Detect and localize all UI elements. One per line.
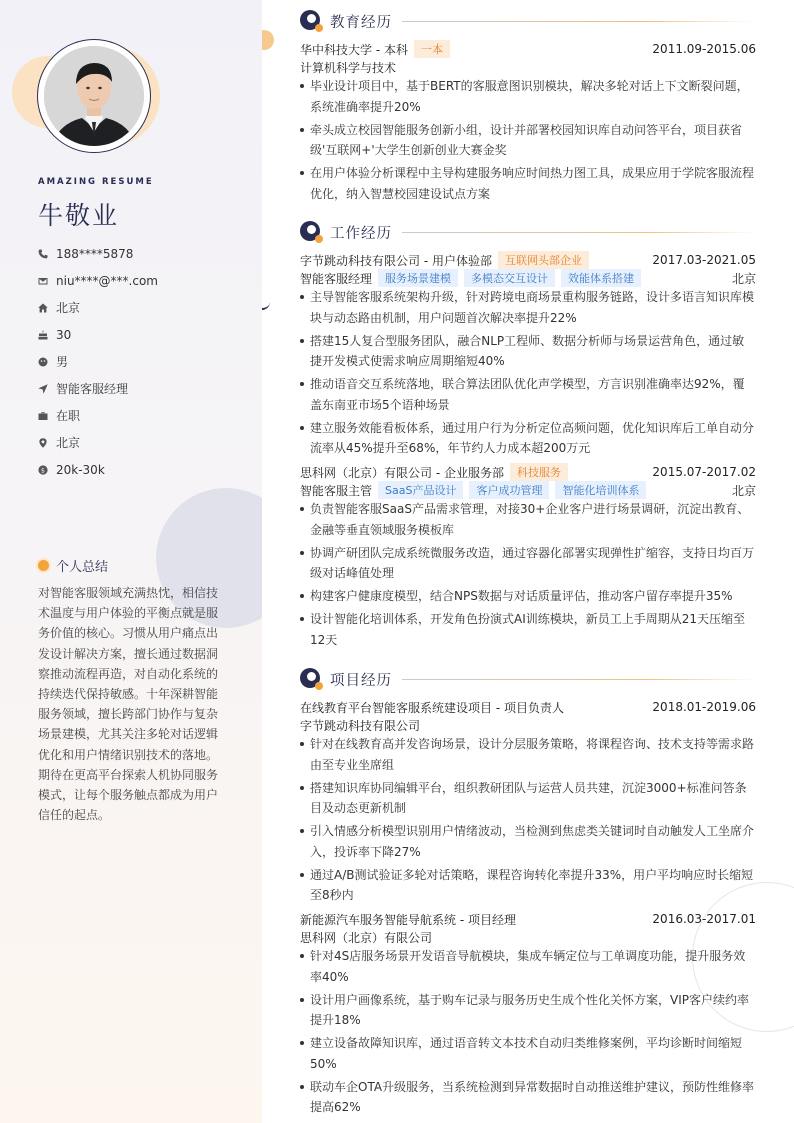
education-title: 教育经历 (330, 14, 392, 31)
skill-tag: 多模态交互设计 (464, 269, 555, 287)
summary-dot-icon (38, 560, 49, 571)
project-bullets (300, 946, 756, 1120)
school-name: 华中科技大学 - 本科 (300, 42, 408, 57)
list-item: 搭建知识库协同编辑平台，组织教研团队与运营人员共建，沉淀3000+标准问答条目及动态更新机制 (300, 778, 756, 819)
candidate-name: 牛敬业 (38, 201, 120, 230)
decorative-half-circle (262, 30, 274, 50)
briefcase-icon (38, 411, 56, 421)
job-header (300, 464, 756, 480)
section-icon (300, 221, 322, 243)
project-date: 2018.01-2019.06 (652, 700, 756, 714)
status-text: 在职 (56, 409, 81, 423)
section-divider (402, 21, 756, 22)
job-bullets (300, 499, 756, 653)
skill-tag: 客户成功管理 (469, 481, 549, 499)
location-pin-icon (38, 438, 56, 448)
project-org: 思科网（北京）有限公司 (300, 930, 433, 945)
project-name: 在线教育平台智能客服系统建设项目 - 项目负责人 (300, 700, 564, 715)
info-phone (38, 240, 248, 267)
job-role-row (300, 270, 756, 286)
cake-icon (38, 330, 56, 340)
mail-icon (38, 276, 56, 286)
job-role-row (300, 482, 756, 498)
list-item: 设计智能化培训体系，开发角色扮演式AI训练模块，新员工上手周期从21天压缩至12天 (300, 609, 756, 650)
school-tag: 一本 (414, 40, 450, 58)
list-item: 协调产研团队完成系统微服务改造，通过容器化部署实现弹性扩缩容，支持日均百万级对话峰值处理 (300, 543, 756, 584)
list-item: 针对在线教育高并发咨询场景，设计分层服务策略，将课程咨询、技术支持等需求路由至专业坐席组 (300, 734, 756, 775)
project-org: 字节跳动科技有限公司 (300, 718, 421, 733)
salary-icon (38, 465, 56, 475)
salary-text: 20k-30k (56, 462, 105, 477)
project-org-row (300, 717, 756, 733)
skill-tag: 效能体系搭建 (561, 269, 641, 287)
info-salary (38, 456, 248, 483)
info-gender (38, 348, 248, 375)
section-divider (402, 232, 756, 233)
section-icon (300, 668, 322, 690)
list-item: 搭建15人复合型服务团队，融合NLP工程师、数据分析师与场景运营角色，通过敏捷开发模式使需求响应周期缩短40% (300, 331, 756, 372)
project-org-row (300, 929, 756, 945)
age-text: 30 (56, 327, 72, 342)
position-text: 智能客服经理 (56, 382, 129, 396)
svg-text:$: $ (40, 465, 46, 474)
profile-photo (44, 46, 144, 146)
work-title: 工作经历 (330, 225, 392, 242)
gender-icon (38, 357, 56, 367)
list-item: 毕业设计项目中，基于BERT的客服意图识别模块，解决多轮对话上下文断裂问题，系统准确率提升20% (300, 76, 756, 117)
education-bullets (300, 76, 756, 207)
job-date: 2017.03-2021.05 (652, 253, 756, 267)
education-major-row (300, 59, 756, 75)
education-entry-header (300, 41, 756, 57)
list-item: 牵头成立校园智能服务创新小组，设计并部署校园知识库自动问答平台，项目获省级'互联网+'大学生创新创业大赛金奖 (300, 120, 756, 161)
project-bullets (300, 734, 756, 908)
job-bullets (300, 287, 756, 461)
info-location (38, 429, 248, 456)
email-text: niu****@***.com (56, 273, 158, 288)
company-name: 字节跳动科技有限公司 - 用户体验部 (300, 253, 492, 268)
projects-title: 项目经历 (330, 672, 392, 689)
company-name: 思科网（北京）有限公司 - 企业服务部 (300, 465, 504, 480)
list-item: 针对4S店服务场景开发语音导航模块，集成车辆定位与工单调度功能，提升服务效率40% (300, 946, 756, 987)
company-tag: 互联网头部企业 (498, 251, 589, 269)
job-header (300, 252, 756, 268)
project-name: 新能源汽车服务智能导航系统 - 项目经理 (300, 912, 516, 927)
list-item: 在用户体验分析课程中主导构建服务响应时间热力图工具，成果应用于学院客服流程优化，纳入智慧校园建设试点方案 (300, 163, 756, 204)
gender-text: 男 (56, 355, 69, 369)
location-text: 北京 (56, 436, 81, 450)
sidebar (0, 0, 262, 1123)
skill-tag: 服务场景建模 (378, 269, 458, 287)
home-text: 北京 (56, 301, 81, 315)
project-header (300, 699, 756, 715)
phone-text: 188****5878 (56, 246, 134, 261)
job-date: 2015.07-2017.02 (652, 465, 756, 479)
summary-text: 对智能客服领域充满热忱，相信技术温度与用户体验的平衡点就是服务价值的核心。习惯从用户痛点出发设计解决方案，擅长通过数据洞察推动流程再造，对自动化系统的持续迭代保持敏感。十年深耕智能服务领域，擅长跨部门协作与复杂场景建模，尤其关注多轮对话逻辑优化和用户情绪识别技术的落地。期待在更高平台探索人机协同服务模式，让每个服务触点都成为用户信任的起点。 (38, 586, 219, 823)
list-item: 负责智能客服SaaS产品需求管理，对接30+企业客户进行场景调研，沉淀出教育、金融等垂直领域服务模板库 (300, 499, 756, 540)
work-section-heading (300, 221, 756, 243)
send-icon (38, 384, 56, 394)
projects-section-heading (300, 668, 756, 690)
avatar-frame (37, 39, 151, 153)
list-item: 推动语音交互系统落地，联合算法团队优化声学模型，方言识别准确率达92%，覆盖东南亚市场5个语种场景 (300, 374, 756, 415)
job-city: 北京 (731, 483, 756, 498)
job-city: 北京 (731, 271, 756, 286)
company-tag: 科技服务 (510, 463, 568, 481)
skill-tag: 智能化培训体系 (555, 481, 646, 499)
skill-tag: SaaS产品设计 (378, 481, 463, 499)
section-divider (402, 679, 756, 680)
list-item: 通过A/B测试验证多轮对话策略，课程咨询转化率提升33%，用户平均响应时长缩短至8秒内 (300, 865, 756, 906)
job-role: 智能客服主管 (300, 483, 373, 498)
major-text: 计算机科学与技术 (300, 60, 397, 75)
list-item: 引入情感分析模型识别用户情绪波动，当检测到焦虑类关键词时自动触发人工坐席介入，投诉率下降27% (300, 821, 756, 862)
info-status (38, 402, 248, 429)
project-date: 2016.03-2017.01 (652, 912, 756, 926)
phone-icon (38, 249, 56, 259)
education-section-heading (300, 10, 756, 32)
list-item: 联动车企OTA升级服务，当系统检测到异常数据时自动推送维护建议，预防性维修率提高62% (300, 1077, 756, 1118)
project-header (300, 911, 756, 927)
summary-title: 个人总结 (56, 560, 109, 575)
list-item: 主导智能客服系统架构升级，针对跨境电商场景重构服务链路，设计多语言知识库模块与动态路由机制，用户问题首次解决率提升22% (300, 287, 756, 328)
list-item: 建立服务效能看板体系，通过用户行为分析定位高频问题，优化知识库后工单自动分流率从45%提升至68%，年节约人力成本超200万元 (300, 418, 756, 459)
list-item: 构建客户健康度模型，结合NPS数据与对话质量评估，推动客户留存率提升35% (300, 586, 756, 607)
home-icon (38, 303, 56, 313)
avatar (44, 46, 144, 146)
decorative-arc (262, 298, 270, 310)
brand-label: AMAZING RESUME (38, 177, 154, 187)
info-age (38, 321, 248, 348)
info-position (38, 375, 248, 402)
list-item: 设计用户画像系统，基于购车记录与服务历史生成个性化关怀方案，VIP客户续约率提升18% (300, 990, 756, 1031)
contact-info-list (38, 240, 248, 483)
list-item: 建立设备故障知识库，通过语音转文本技术自动归类维修案例，平均诊断时间缩短50% (300, 1033, 756, 1074)
education-date: 2011.09-2015.06 (652, 42, 756, 56)
info-home (38, 294, 248, 321)
job-role: 智能客服经理 (300, 271, 373, 286)
section-icon (300, 10, 322, 32)
info-email (38, 267, 248, 294)
summary-heading (38, 556, 108, 575)
